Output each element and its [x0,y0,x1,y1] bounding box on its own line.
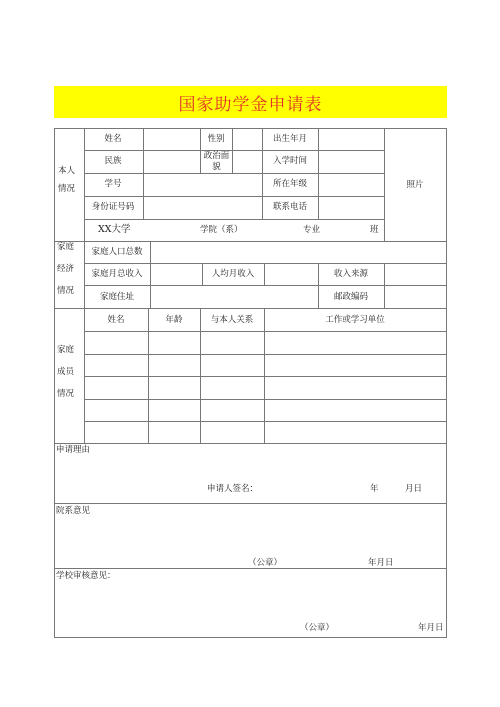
col-line [318,128,319,219]
row-line [84,219,384,220]
label-monthly-income: 家庭月总收入 [91,269,143,279]
col-line [318,285,319,308]
col-line [200,308,201,443]
row-line [84,285,447,286]
section-label-personal [58,166,75,195]
section-label-line: 成员 [57,367,75,377]
row-line [84,421,447,422]
col-line [384,263,385,308]
row-line [84,331,447,332]
label-per-capita: 人均月收入 [211,269,255,279]
label-phone: 联系电话 [272,202,308,212]
label-student-id: 学号 [104,179,122,189]
table-border-bottom [54,637,447,638]
row-line [84,354,447,355]
label-grade: 所在年级 [272,179,308,189]
col-line [264,263,265,285]
section-label-members [57,345,74,400]
row-line [54,308,447,309]
label-reason-year: 年 [370,484,379,494]
label-gender: 性别 [207,134,225,144]
label-population: 家庭人口总数 [91,247,143,257]
label-university: XX大学 [98,224,131,235]
col-line [264,308,265,443]
row-line [84,150,384,151]
label-birth: 出生年月 [272,134,308,144]
col-header-work: 工作或学习单位 [325,315,385,325]
row-line [54,241,447,242]
col-line [150,241,151,308]
label-id-number: 身份证号码 [91,202,135,212]
label-college: 学院（系） [200,225,243,235]
table-border-right [446,128,447,637]
col-line [200,128,201,173]
section-label-line: 情况 [57,286,75,296]
label-reason-monthday: 月日 [405,484,423,494]
section-label-economy [57,242,74,297]
col-header-relation: 与本人关系 [210,315,254,325]
row-line [84,399,447,400]
section-label-line: 情况 [57,389,75,399]
row-line [84,196,384,197]
label-ethnicity: 民族 [104,156,122,166]
row-line [54,443,447,444]
table-border-left [54,128,55,637]
section-label-line: 经济 [57,264,75,274]
label-political: 政治面貌 [203,151,230,172]
table-border-top [54,128,447,129]
label-school-opinion: 学校审核意见： [56,571,116,581]
label-applicant-sign: 申请人签名： [207,484,259,494]
label-reason: 申请理由 [56,445,91,455]
label-dept-date: 年月日 [368,558,394,568]
form-title: 国家助学金申请表 [178,94,323,115]
form-title-bar [54,86,447,118]
section-label-line: 情况 [58,184,76,194]
label-class: 班 [370,225,379,235]
label-income-source: 收入来源 [333,269,369,279]
col-header-name: 姓名 [107,315,125,325]
col-line [262,128,263,219]
col-line [232,128,233,173]
col-line [143,128,144,219]
row-line [54,503,447,504]
row-line [84,263,447,264]
col-line [148,308,149,443]
label-address: 家庭住址 [99,292,135,302]
label-school-date: 年月日 [418,623,444,633]
label-school-seal: （公章） [300,623,335,633]
col-line [384,128,385,241]
row-line [84,376,447,377]
col-line [318,263,319,285]
section-label-line: 家庭 [57,345,75,355]
col-line [202,263,203,285]
label-postcode: 邮政编码 [333,292,369,302]
label-name: 姓名 [104,134,122,144]
row-line [84,173,384,174]
section-label-line: 本人 [58,166,76,176]
label-enroll-time: 入学时间 [272,156,308,166]
col-line [84,128,85,443]
label-dept-seal: （公章） [248,558,283,568]
section-label-line: 家庭 [57,242,75,252]
col-header-age: 年龄 [165,315,183,325]
label-major: 专业 [303,225,321,235]
label-photo: 照片 [406,180,424,190]
label-dept-opinion: 院系意见 [56,506,91,516]
